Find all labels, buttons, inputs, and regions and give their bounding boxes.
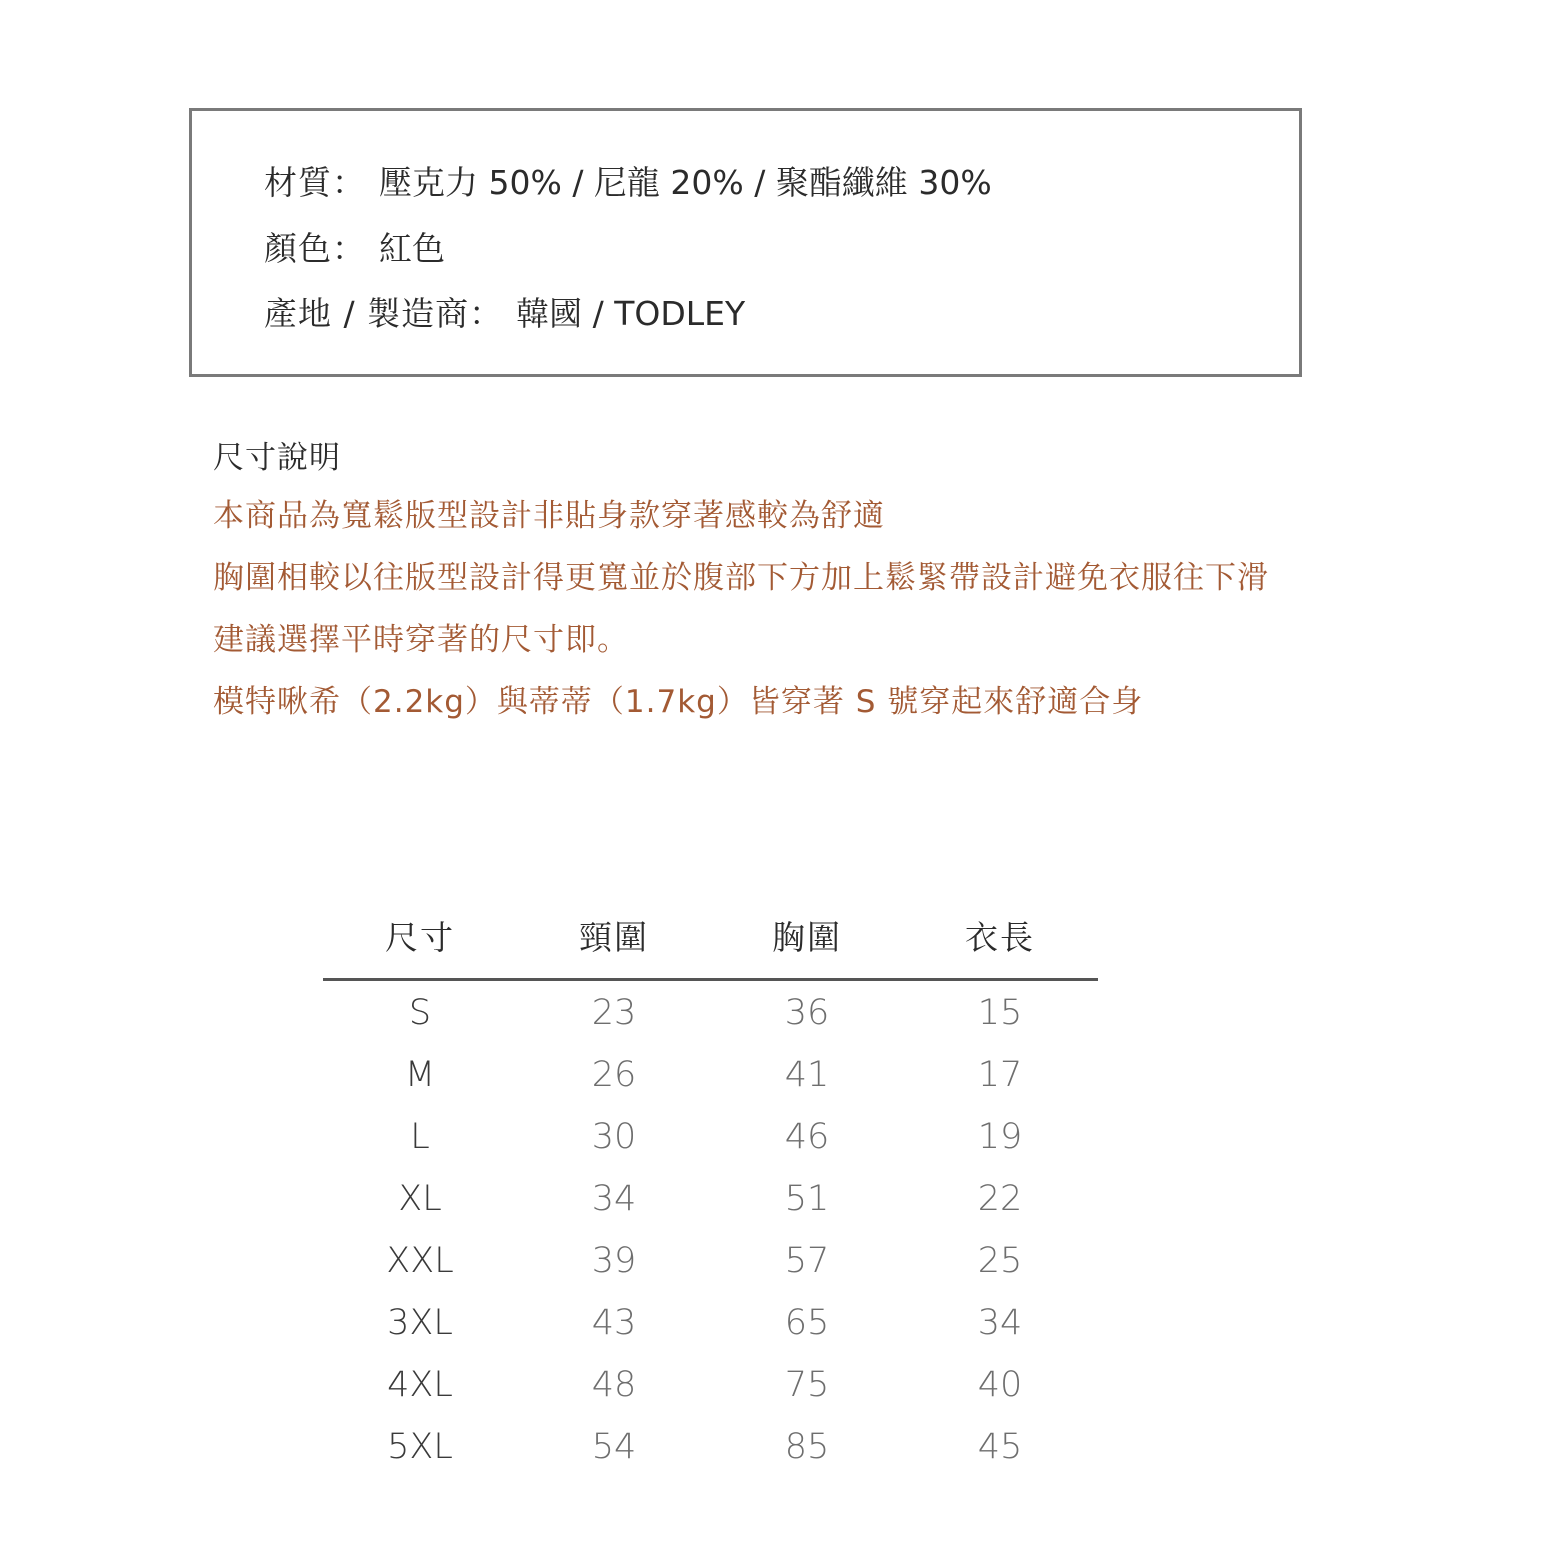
table-row	[323, 1229, 1098, 1291]
cell-size: M	[404, 1055, 436, 1095]
size-description	[213, 436, 1533, 744]
cell-length: 25	[977, 1241, 1023, 1281]
cell-size: 4XL	[387, 1365, 453, 1405]
cell-neck: 39	[591, 1241, 637, 1281]
cell-size: XL	[398, 1179, 442, 1219]
spec-color	[264, 229, 445, 269]
cell-chest: 46	[784, 1117, 830, 1157]
table-row	[323, 1043, 1098, 1105]
spec-color-value: 紅色	[379, 229, 445, 268]
size-table-header	[323, 908, 1098, 981]
cell-neck: 48	[591, 1365, 637, 1405]
header-chest: 胸圍	[772, 918, 842, 957]
size-table	[323, 908, 1098, 1477]
cell-length: 45	[977, 1427, 1023, 1467]
cell-chest: 41	[784, 1055, 830, 1095]
cell-length: 15	[977, 993, 1023, 1033]
cell-chest: 36	[784, 993, 830, 1033]
cell-size: 5XL	[387, 1427, 453, 1467]
size-note-2: 胸圍相較以往版型設計得更寬並於腹部下方加上鬆緊帶設計避免衣服往下滑	[213, 560, 1269, 596]
cell-chest: 85	[784, 1427, 830, 1467]
size-note-3: 建議選擇平時穿著的尺寸即。	[213, 622, 629, 658]
spec-origin-colon: ：	[469, 294, 503, 333]
table-row	[323, 1291, 1098, 1353]
cell-length: 17	[977, 1055, 1023, 1095]
spec-origin-label: 產地 / 製造商	[264, 294, 470, 333]
cell-chest: 65	[784, 1303, 830, 1343]
spec-origin-value: 韓國 / TODLEY	[516, 294, 746, 333]
size-note-1: 本商品為寬鬆版型設計非貼身款穿著感較為舒適	[213, 498, 885, 534]
table-row	[323, 1415, 1098, 1477]
header-length: 衣長	[965, 918, 1035, 957]
cell-length: 22	[977, 1179, 1023, 1219]
header-size: 尺寸	[385, 918, 455, 957]
header-neck: 頸圍	[579, 918, 649, 957]
cell-neck: 43	[591, 1303, 637, 1343]
table-row	[323, 1105, 1098, 1167]
cell-size: S	[408, 993, 432, 1033]
size-description-title: 尺寸說明	[213, 440, 341, 476]
spec-material	[264, 163, 992, 203]
spec-origin	[264, 294, 745, 334]
cell-size: 3XL	[387, 1303, 453, 1343]
cell-length: 34	[977, 1303, 1023, 1343]
spec-material-value: 壓克力 50% / 尼龍 20% / 聚酯纖維 30%	[379, 163, 992, 202]
cell-length: 40	[977, 1365, 1023, 1405]
cell-neck: 30	[591, 1117, 637, 1157]
table-row	[323, 1353, 1098, 1415]
cell-size: L	[410, 1117, 430, 1157]
product-spec-box	[189, 108, 1302, 377]
table-row	[323, 1167, 1098, 1229]
cell-length: 19	[977, 1117, 1023, 1157]
cell-chest: 75	[784, 1365, 830, 1405]
cell-neck: 26	[591, 1055, 637, 1095]
spec-material-label: 材質	[264, 163, 332, 202]
cell-chest: 51	[784, 1179, 830, 1219]
table-row	[323, 981, 1098, 1043]
cell-neck: 34	[591, 1179, 637, 1219]
cell-neck: 54	[591, 1427, 637, 1467]
spec-material-colon: ：	[332, 163, 365, 202]
cell-chest: 57	[784, 1241, 830, 1281]
cell-size: XXL	[386, 1241, 454, 1281]
spec-color-colon: ：	[332, 229, 365, 268]
spec-color-label: 顏色	[264, 229, 332, 268]
cell-neck: 23	[591, 993, 637, 1033]
size-note-4: 模特啾希（2.2kg）與蒂蒂（1.7kg）皆穿著 S 號穿起來舒適合身	[213, 684, 1144, 720]
